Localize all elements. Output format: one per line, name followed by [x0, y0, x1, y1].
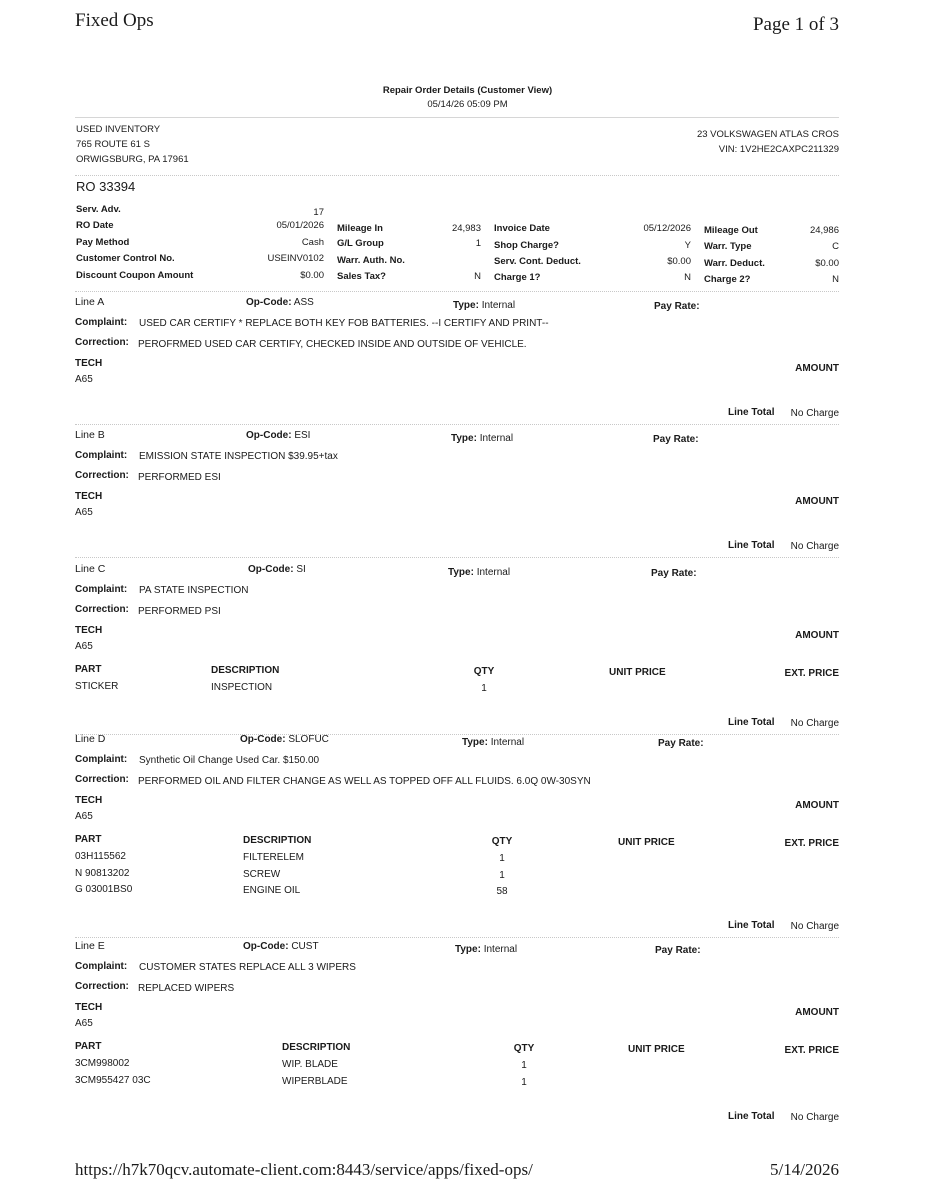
detail-label: Mileage Out	[704, 225, 758, 236]
line-name: Line B	[75, 429, 105, 441]
line-total-label: Line Total	[728, 407, 775, 418]
op-code-label: Op-Code:	[240, 734, 286, 745]
part-number: N 90813202	[75, 867, 130, 879]
tech-id: A65	[75, 1018, 93, 1029]
parts-header-qty: QTY	[491, 836, 513, 847]
vehicle-model: 23 VOLKSWAGEN ATLAS CROS	[696, 129, 839, 140]
parts-header-ext-price: EXT. PRICE	[784, 1045, 839, 1056]
part-qty: 1	[521, 1076, 527, 1088]
parts-header-part: PART	[75, 1041, 102, 1052]
op-code	[243, 941, 319, 952]
detail-value: 24,983	[451, 223, 481, 234]
tech-id: A65	[75, 811, 93, 822]
op-code	[248, 564, 306, 575]
correction-text: PEROFRMED USED CAR CERTIFY, CHECKED INSIDE AND OUTSIDE OF VEHICLE.	[138, 339, 527, 350]
line-type	[451, 433, 513, 444]
line-total-label: Line Total	[728, 540, 775, 551]
detail-label: Sales Tax?	[337, 271, 386, 282]
line-total-label: Line Total	[728, 920, 775, 931]
correction-text: PERFORMED PSI	[138, 606, 221, 617]
parts-header-ext-price: EXT. PRICE	[784, 668, 839, 679]
parts-header-description: DESCRIPTION	[211, 665, 280, 676]
parts-header-unit-price: UNIT PRICE	[628, 1044, 685, 1055]
print-header-title: Fixed Ops	[75, 10, 154, 31]
detail-value: N	[474, 271, 481, 282]
line-total-label: Line Total	[728, 1110, 775, 1122]
op-code	[246, 297, 314, 308]
type-label: Type:	[453, 300, 479, 311]
op-code-label: Op-Code:	[246, 297, 292, 308]
part-qty: 1	[521, 1060, 527, 1071]
line-type	[455, 944, 517, 955]
type-value: Internal	[483, 944, 518, 955]
line-total-value: No Charge	[790, 718, 839, 729]
report-title: Repair Order Details (Customer View)	[382, 85, 553, 96]
print-footer-url: https://h7k70qcv.automate-client.com:8443/service/apps/fixed-ops/	[75, 1160, 533, 1179]
parts-header-description: DESCRIPTION	[282, 1042, 351, 1053]
op-code-value: CUST	[291, 941, 319, 952]
detail-label: Charge 2?	[704, 274, 751, 285]
complaint-label: Complaint:	[75, 584, 128, 595]
op-code	[240, 734, 329, 745]
line-total-value: No Charge	[790, 921, 839, 932]
tech-id: A65	[75, 507, 93, 518]
correction-label: Correction:	[75, 604, 129, 615]
correction-label: Correction:	[75, 337, 129, 348]
op-code-value: ASS	[293, 297, 314, 308]
detail-value: $0.00	[300, 270, 324, 281]
part-number: 03H115562	[75, 851, 126, 862]
parts-header-ext-price: EXT. PRICE	[784, 838, 839, 849]
parts-header-qty: QTY	[473, 666, 495, 677]
part-qty: 1	[499, 853, 505, 864]
correction-text: PERFORMED ESI	[138, 472, 221, 483]
type-label: Type:	[455, 944, 481, 955]
divider	[75, 117, 839, 118]
part-qty: 58	[496, 886, 508, 897]
divider	[75, 734, 839, 735]
detail-label: Serv. Adv.	[76, 204, 121, 215]
line-total-value: No Charge	[790, 408, 839, 419]
type-label: Type:	[451, 433, 477, 444]
line-total-value: No Charge	[790, 1111, 839, 1123]
pay-rate-label: Pay Rate:	[653, 434, 699, 445]
detail-value: Y	[684, 240, 691, 251]
detail-label: Warr. Auth. No.	[337, 255, 405, 266]
op-code	[246, 430, 310, 441]
detail-value: N	[684, 272, 691, 283]
amount-label: AMOUNT	[795, 800, 839, 811]
line-total-value: No Charge	[790, 541, 839, 552]
detail-value: $0.00	[667, 256, 691, 267]
complaint-label: Complaint:	[75, 317, 128, 328]
amount-label: AMOUNT	[795, 496, 839, 507]
part-number: 3CM998002	[75, 1058, 130, 1069]
correction-label: Correction:	[75, 774, 129, 785]
part-number: G 03001BS0	[75, 884, 133, 895]
correction-text: REPLACED WIPERS	[138, 983, 235, 994]
pay-rate-label: Pay Rate:	[654, 301, 700, 312]
line-name: Line A	[75, 296, 105, 308]
line-type	[448, 567, 510, 578]
detail-value: 05/01/2026	[276, 220, 324, 231]
part-description: SCREW	[243, 868, 281, 880]
parts-header-part: PART	[75, 834, 102, 845]
line-name: Line C	[75, 563, 106, 575]
detail-label: G/L Group	[337, 238, 384, 249]
type-value: Internal	[481, 300, 516, 311]
dealer-city: ORWIGSBURG, PA 17961	[76, 154, 189, 165]
complaint-label: Complaint:	[75, 450, 128, 461]
detail-value: Cash	[301, 237, 324, 248]
vehicle-vin: VIN: 1V2HE2CAXPC211329	[718, 144, 839, 155]
divider	[75, 175, 839, 176]
tech-label: TECH	[75, 1002, 103, 1013]
line-type	[462, 737, 524, 748]
detail-value: 17	[313, 207, 324, 218]
complaint-text: PA STATE INSPECTION	[139, 585, 249, 596]
detail-value: 24,986	[809, 225, 839, 236]
divider	[75, 291, 839, 292]
part-number: 3CM955427 03C	[75, 1074, 151, 1086]
complaint-label: Complaint:	[75, 961, 128, 972]
parts-header-description: DESCRIPTION	[243, 835, 312, 846]
complaint-text: USED CAR CERTIFY * REPLACE BOTH KEY FOB BATTERIES. --I CERTIFY AND PRINT--	[139, 318, 549, 329]
correction-label: Correction:	[75, 981, 129, 992]
print-page-number: Page 1 of 3	[752, 14, 839, 35]
tech-id: A65	[75, 641, 93, 652]
detail-value: 1	[475, 238, 481, 249]
divider	[75, 424, 839, 425]
detail-value: $0.00	[815, 258, 839, 269]
pay-rate-label: Pay Rate:	[658, 738, 704, 749]
tech-label: TECH	[75, 491, 103, 502]
divider	[75, 557, 839, 558]
parts-header-part: PART	[75, 664, 102, 675]
detail-label: Shop Charge?	[494, 240, 559, 251]
op-code-label: Op-Code:	[243, 941, 289, 952]
detail-value: USEINV0102	[267, 253, 324, 264]
detail-value: 05/12/2026	[643, 223, 691, 234]
complaint-text: Synthetic Oil Change Used Car. $150.00	[139, 755, 320, 766]
type-value: Internal	[490, 737, 525, 748]
tech-label: TECH	[75, 625, 103, 636]
op-code-value: SLOFUC	[288, 734, 329, 745]
op-code-value: SI	[296, 564, 306, 575]
line-name: Line D	[75, 733, 106, 745]
tech-label: TECH	[75, 795, 103, 806]
detail-label: Discount Coupon Amount	[76, 270, 194, 281]
part-qty: 1	[499, 869, 505, 881]
op-code-label: Op-Code:	[246, 430, 292, 441]
parts-header-unit-price: UNIT PRICE	[618, 837, 675, 848]
parts-header-qty: QTY	[513, 1043, 535, 1054]
tech-id: A65	[75, 374, 93, 385]
op-code-label: Op-Code:	[248, 564, 294, 575]
detail-label: RO Date	[76, 220, 114, 231]
ro-number: RO 33394	[76, 179, 136, 194]
pay-rate-label: Pay Rate:	[655, 945, 701, 956]
detail-label: Warr. Type	[704, 241, 752, 252]
line-total-label: Line Total	[728, 717, 775, 728]
type-value: Internal	[476, 567, 511, 578]
part-description: WIPERBLADE	[282, 1075, 348, 1087]
report-datetime: 05/14/26 05:09 PM	[427, 99, 508, 110]
detail-value: N	[832, 274, 839, 285]
type-label: Type:	[462, 737, 488, 748]
amount-label: AMOUNT	[795, 1007, 839, 1018]
part-description: ENGINE OIL	[243, 885, 301, 896]
correction-label: Correction:	[75, 470, 129, 481]
part-description: FILTERELEM	[243, 852, 304, 863]
tech-label: TECH	[75, 358, 103, 369]
type-value: Internal	[479, 433, 514, 444]
type-label: Type:	[448, 567, 474, 578]
complaint-text: EMISSION STATE INSPECTION $39.95+tax	[139, 451, 338, 462]
op-code-value: ESI	[294, 430, 311, 441]
detail-label: Pay Method	[76, 237, 130, 248]
dealer-name: USED INVENTORY	[76, 124, 161, 135]
part-description: WIP. BLADE	[282, 1059, 338, 1070]
parts-header-unit-price: UNIT PRICE	[609, 667, 666, 678]
line-type	[453, 300, 515, 311]
part-description: INSPECTION	[211, 682, 273, 693]
print-footer-date: 5/14/2026	[770, 1160, 839, 1179]
detail-label: Customer Control No.	[76, 253, 175, 264]
detail-label: Serv. Cont. Deduct.	[494, 256, 581, 267]
part-number: STICKER	[75, 681, 119, 692]
complaint-text: CUSTOMER STATES REPLACE ALL 3 WIPERS	[139, 962, 356, 973]
amount-label: AMOUNT	[795, 363, 839, 374]
part-qty: 1	[481, 683, 487, 694]
detail-label: Invoice Date	[494, 223, 550, 234]
complaint-label: Complaint:	[75, 754, 128, 765]
detail-label: Warr. Deduct.	[704, 258, 765, 269]
dealer-street: 765 ROUTE 61 S	[76, 139, 150, 150]
detail-label: Mileage In	[337, 223, 383, 234]
pay-rate-label: Pay Rate:	[651, 568, 697, 579]
detail-label: Charge 1?	[494, 272, 541, 283]
detail-value: C	[832, 241, 839, 252]
divider	[75, 937, 839, 938]
line-name: Line E	[75, 940, 105, 952]
correction-text: PERFORMED OIL AND FILTER CHANGE AS WELL AS TOPPED OFF ALL FLUIDS. 6.0Q 0W-30SYN	[138, 776, 591, 787]
amount-label: AMOUNT	[795, 630, 839, 641]
